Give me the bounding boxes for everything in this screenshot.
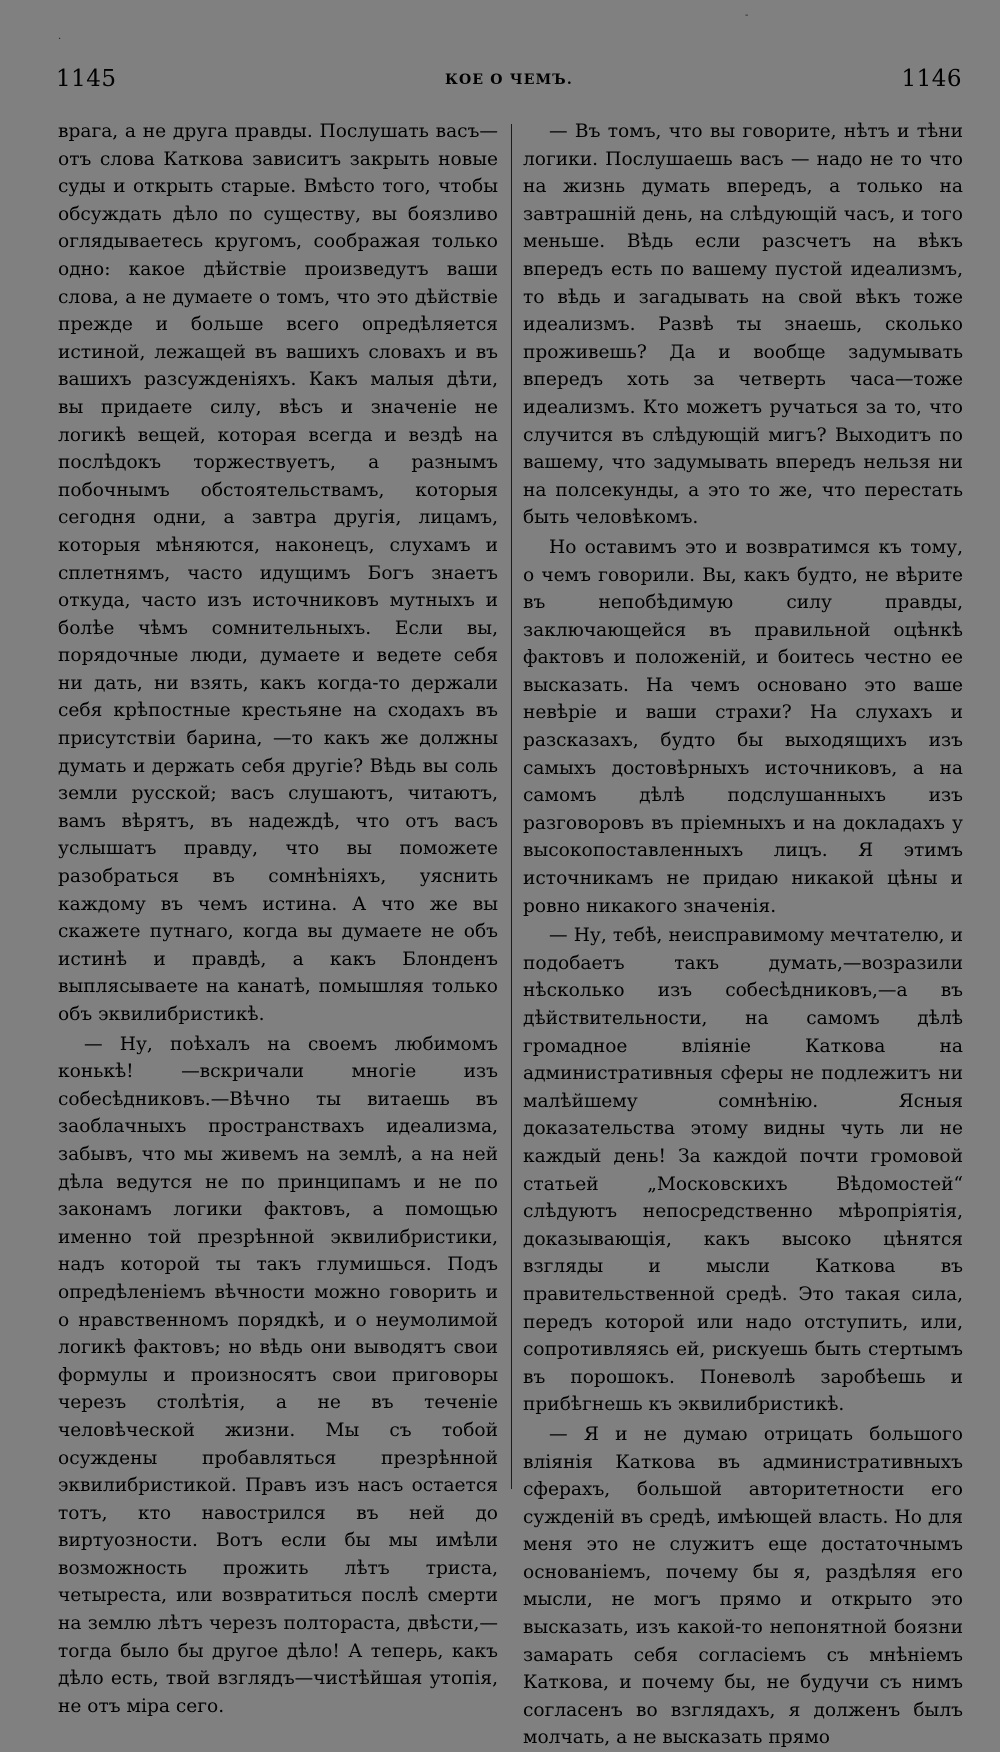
- right-column: [523, 118, 963, 1752]
- paragraph: — Въ томъ, что вы говорите, нѣтъ и тѣни логики. Послушаешь васъ — надо не то что на жизнь думать впередъ, а только на завтрашній день, на слѣдующій часъ, и того меньше. Вѣдь если разсчетъ на вѣкъ впередъ есть по вашему пустой идеализмъ, то вѣдь и загадывать на свой вѣкъ тоже идеализмъ. Развѣ ты знаешь, сколько проживешь? Да и вообще задумывать впередъ хоть за четверть часа—тоже идеализмъ. Кто можетъ ручаться за то, что случится въ слѣдующій мигъ? Выходитъ по вашему, что задумывать впередъ нельзя ни на полсекунды, а это то же, что перестать быть человѣкомъ.: [523, 121, 963, 529]
- column-divider: [511, 124, 512, 1489]
- paragraph: — Ну, тебѣ, неисправимому мечтателю, и подобаетъ такъ думать,—возразили нѣсколько изъ собесѣдниковъ,—а въ дѣйствительности, на самомъ дѣлѣ громадное вліяніе Каткова на административныя сферы не подлежитъ ни малѣйшему сомнѣнію. Ясныя доказательства этому видны чуть ли не каждый день! За каждой почти громовой статьей „Московскихъ Вѣдомостей“ слѣдуютъ непосредственно мѣропріятія, доказывающія, какъ высоко цѣнятся взгляды и мысли Каткова въ правительственной средѣ. Это такая сила, передъ которой или надо отступить, или, сопротивляясь ей, рискуешь быть стертымъ въ порошокъ. Поневолѣ заробѣешь и прибѣгнешь къ эквилибристикѣ.: [523, 925, 963, 1416]
- paragraph: — Я и не думаю отрицать большого вліянія Каткова въ административныхъ сферахъ, большой авторитетности его сужденій въ средѣ, имѣющей власть. Но для меня это не служитъ еще достаточнымъ основаніемъ, почему бы я, раздѣляя его мысли, не могъ прямо и открыто это высказать, изъ какой-то непонятной боязни замарать себя согласіемъ съ мнѣніемъ Каткова, и почему бы, не будучи съ нимъ согласенъ во взглядахъ, я долженъ былъ молчать, а не высказать прямо: [523, 1423, 963, 1749]
- paragraph: Но оставимъ это и возвратимся къ тому, о чемъ говорили. Вы, какъ будто, не вѣрите въ непобѣдимую силу правды, заключающейся въ правильной оцѣнкѣ фактовъ и положеній, и боитесь честно ее высказать. На чемъ основано это ваше невѣріе и ваши страхи? На слухахъ и разсказахъ, будто бы выходящихъ изъ самыхъ достовѣрныхъ источниковъ, а на самомъ дѣлѣ подслушанныхъ изъ разговоровъ въ пріемныхъ и на докладахъ у высокопоставленныхъ лицъ. Я этимъ источникамъ не придаю никакой цѣны и ровно никакого значенія.: [523, 536, 963, 917]
- paragraph: врага, а не друга правды. Послушать васъ— отъ слова Каткова зависитъ закрыть новые суды и открыть старые. Вмѣсто того, чтобы обсуждать дѣло по существу, вы боязливо оглядываетесь кругомъ, соображая только одно: какое дѣйствіе произведутъ ваши слова, а не думаете о томъ, что это дѣйствіе прежде и больше всего опредѣляется истиной, лежащей въ вашихъ словахъ и въ вашихъ разсужденіяхъ. Какъ малыя дѣти, вы придаете силу, вѣсъ и значеніе не логикѣ вещей, которая всегда и вездѣ на послѣдокъ торжествуетъ, а разнымъ побочнымъ обстоятельствамъ, которыя сегодня одни, а завтра другія, лицамъ, которыя мѣняются, наконецъ, слухамъ и сплетнямъ, часто идущимъ Богъ знаетъ откуда, часто изъ источниковъ мутныхъ и болѣе чѣмъ сомнительныхъ. Если вы, порядочные люди, думаете и ведете себя ни дать, ни взять, какъ когда-то держали себя крѣпостные крестьяне на сходахъ въ присутствіи барина, —то какъ же должны думать и держать себя другіе? Вѣдь вы соль земли русской; васъ слушаютъ, читаютъ, вамъ вѣрятъ, въ надеждѣ, что отъ васъ услышатъ правду, что вы поможете разобраться въ сомнѣніяхъ, уяснить каждому въ чемъ истина. А что же вы скажете путнаго, когда вы думаете не объ истинѣ и правдѣ, а какъ Блонденъ выплясываете на канатѣ, помышляя только объ эквилибристикѣ.: [58, 121, 498, 1025]
- print-speck: -: [745, 10, 749, 21]
- running-title: КОЕ О ЧЕМЪ.: [445, 72, 573, 88]
- page-header: [56, 66, 962, 100]
- page-number-left: 1145: [56, 66, 117, 92]
- print-speck: ·: [58, 34, 62, 45]
- page-number-right: 1146: [901, 66, 962, 92]
- left-column: [58, 118, 498, 1720]
- paragraph: — Ну, поѣхалъ на своемъ любимомъ конькѣ! —вскричали многіе изъ собесѣдниковъ.—Вѣчно ты витаешь въ заоблачныхъ пространствахъ идеализма, забывъ, что мы живемъ на землѣ, а на ней дѣла ведутся не по принципамъ и не по законамъ логики фактовъ, а помощью именно той презрѣнной эквилибристики, надъ которой ты такъ глумишься. Подъ опредѣленіемъ вѣчности можно говорить и о нравственномъ порядкѣ, и о неумолимой логикѣ фактовъ; но вѣдь они выводятъ свои формулы и произносятъ свои приговоры черезъ столѣтія, а не въ теченіе человѣческой жизни. Мы съ тобой осуждены пробавляться презрѣнной эквилибристикой. Правъ изъ насъ остается тотъ, кто навострился въ ней до виртуозности. Вотъ если бы мы имѣли возможность прожить лѣтъ триста, четыреста, или возвратиться послѣ смерти на землю лѣтъ черезъ полтораста, двѣсти,—тогда было бы другое дѣло! А теперь, какъ дѣло есть, твой взглядъ—чистѣйшая утопія, не отъ міра сего.: [58, 1033, 498, 1717]
